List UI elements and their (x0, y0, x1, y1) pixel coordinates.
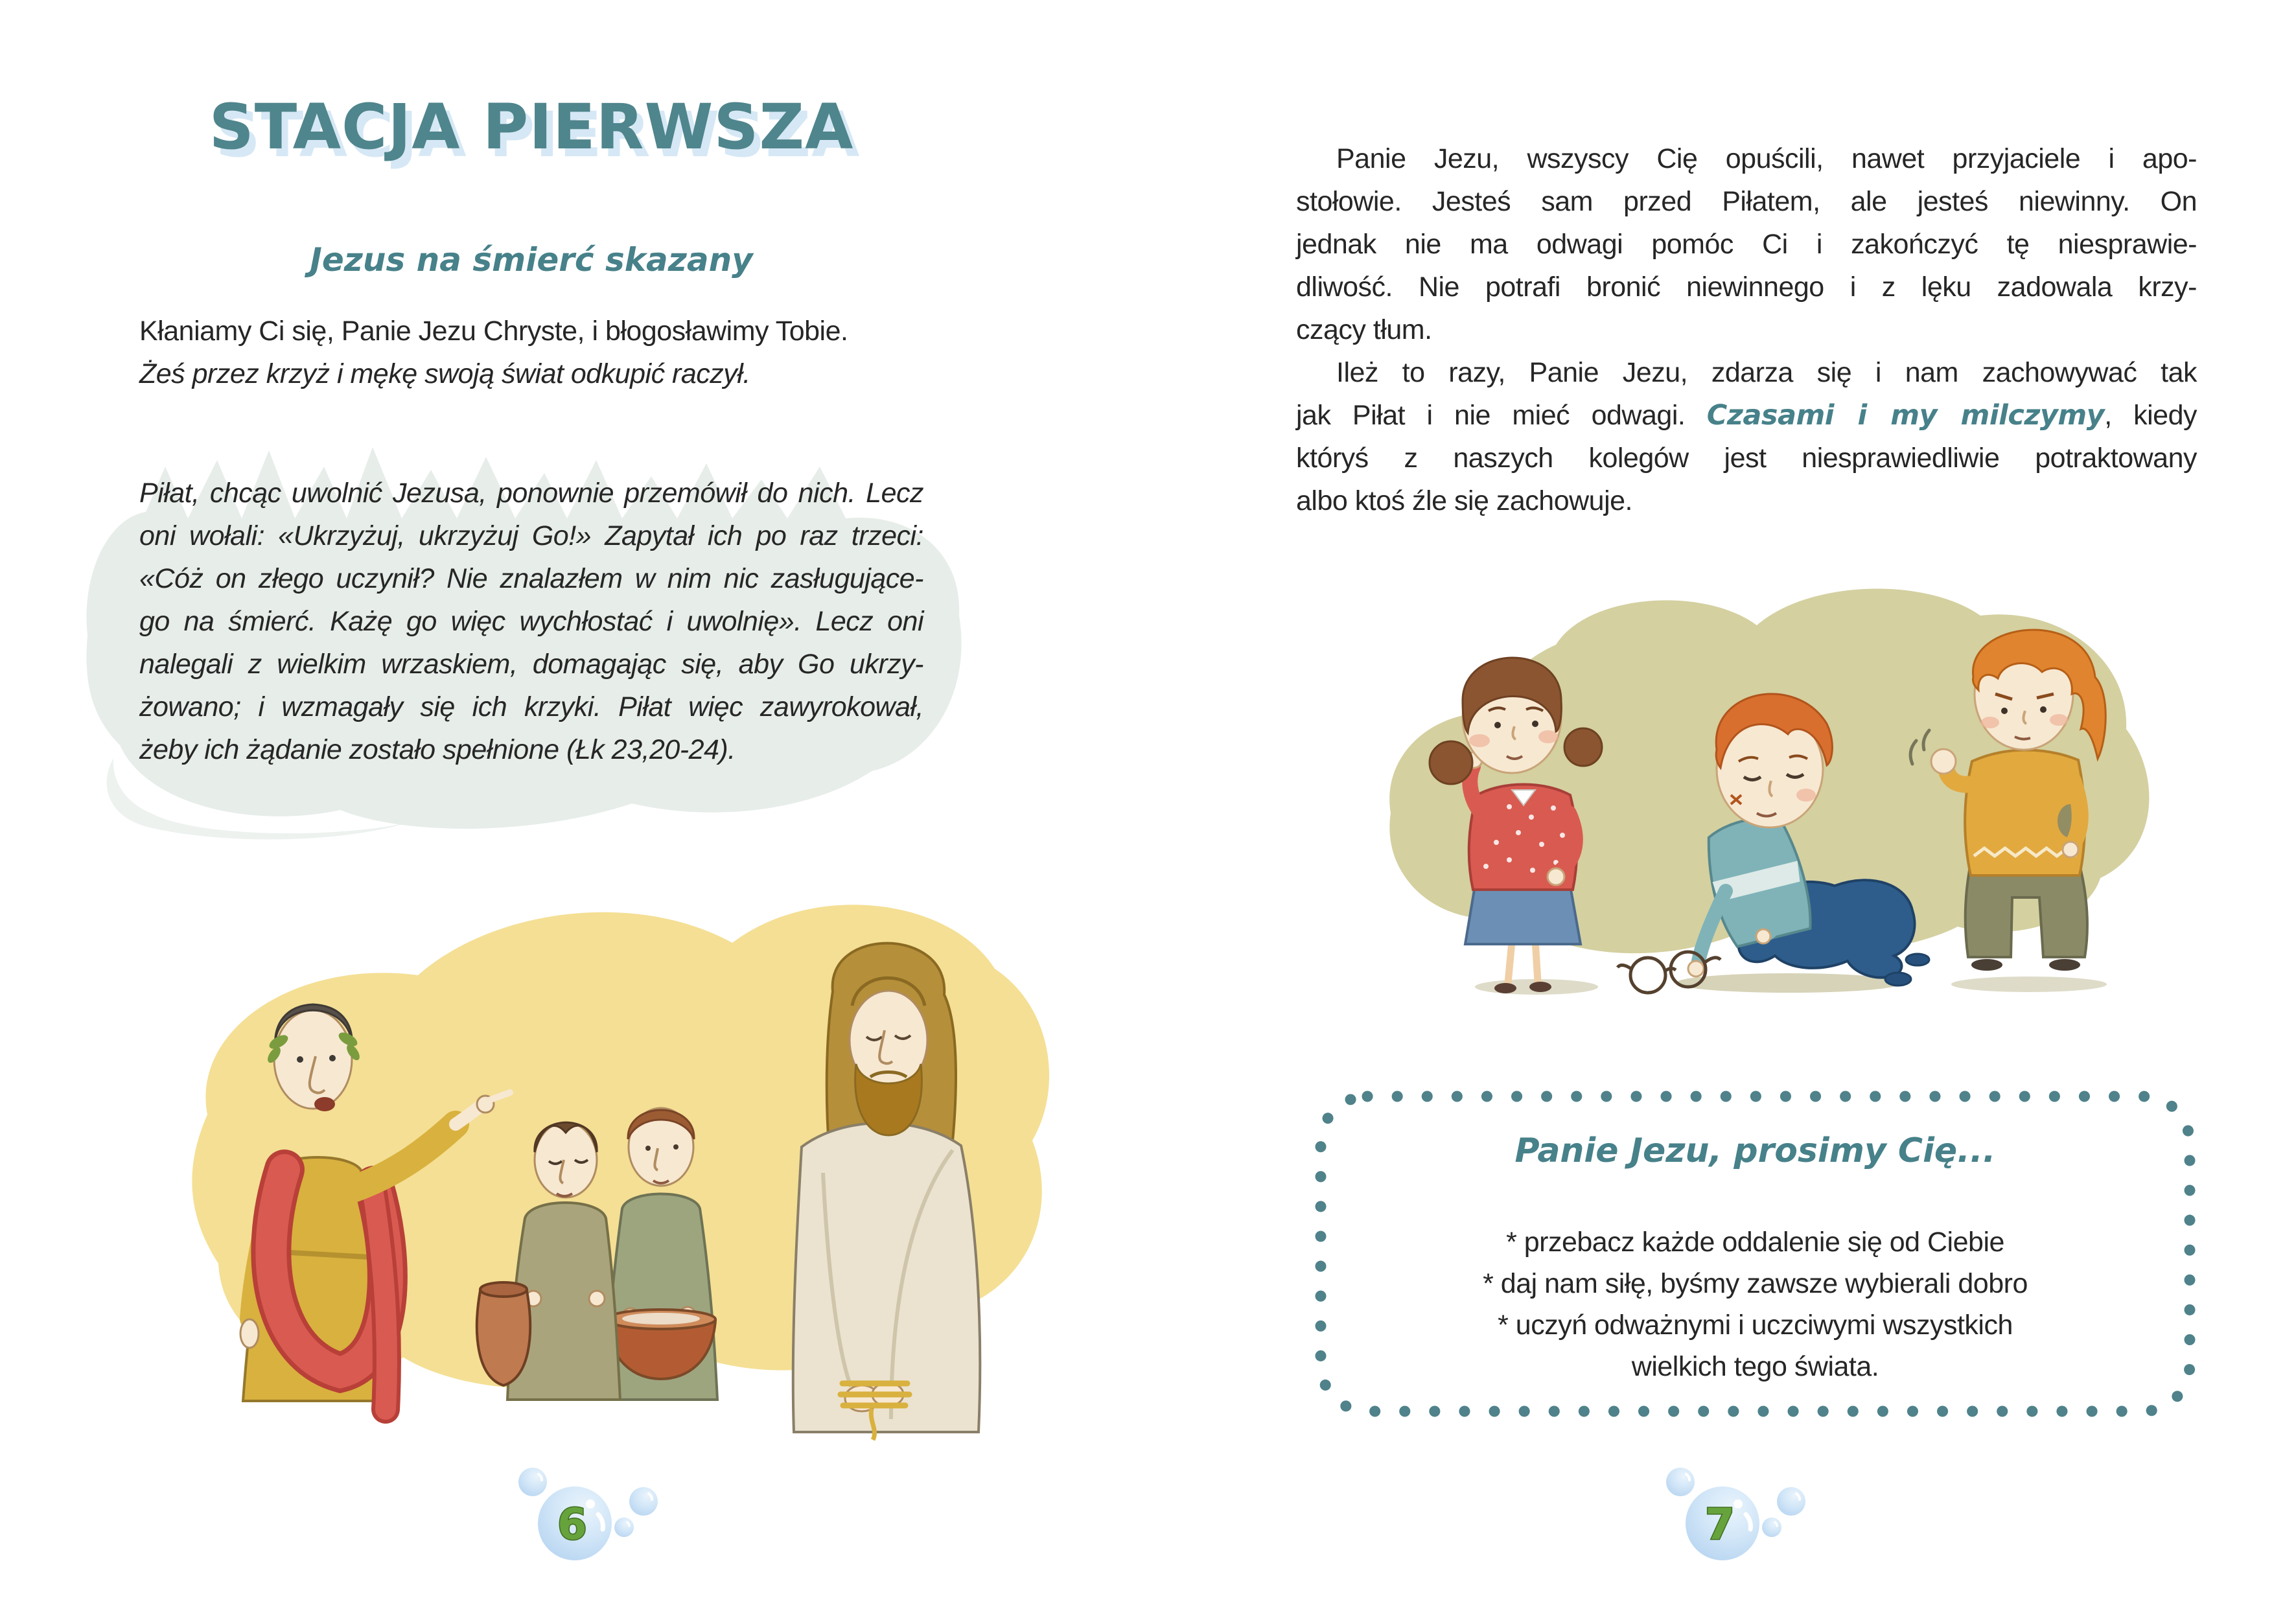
scripture-quote (139, 472, 923, 771)
scripture-line: go na śmierć. Każę go więc wychłostać i uwolnię». Lecz oni (139, 606, 923, 637)
station-title: STACJA PIERWSZA (209, 91, 854, 163)
hair-bun (1564, 728, 1602, 766)
petition-line: * uczyń odważnymi i uczciwymi wszystkich (1498, 1310, 2013, 1341)
invocation-line: Kłaniamy Ci się, Panie Jezu Chryste, i błogosławimy Tobie. (139, 316, 848, 347)
children-teasing-illustration (1342, 567, 2191, 995)
scripture-line: oni wołali: «Ukrzyżuj, ukrzyżuj Go!» Zapytał ich po raz trzeci: (139, 520, 923, 551)
right-page (1148, 0, 2296, 1607)
page-number: 6 (557, 1499, 587, 1549)
prayer-box (1313, 1089, 2197, 1419)
paragraph-line: Ileż to razy, Panie Jezu, zdarza się i nam zachowywać tak (1336, 357, 2197, 388)
petition-line: * daj nam siłę, byśmy zawsze wybierali dobro (1483, 1268, 2028, 1299)
scripture-line: «Cóż on złego uczynił? Nie znalazłem w nim nic zasługujące- (139, 563, 923, 594)
paragraph-line: stołowie. Jesteś sam przed Piłatem, ale jesteś niewinny. On (1296, 186, 2197, 217)
hair-bun (1430, 741, 1472, 784)
petition-line: * przebacz każde oddalenie się od Ciebie (1506, 1227, 2004, 1258)
prayer-box-petitions (1365, 1221, 2146, 1387)
station-subtitle: Jezus na śmierć skazany (310, 241, 753, 279)
page-number: 7 (1705, 1499, 1735, 1549)
petition-line: wielkich tego świata. (1631, 1351, 1879, 1382)
scripture-line: Piłat, chcąc uwolnić Jezusa, ponownie przemówił do nich. Lecz (139, 478, 923, 509)
paragraph-line: albo ktoś źle się zachowuje. (1296, 485, 1633, 516)
pilate-condemns-jesus-illustration (146, 836, 1060, 1451)
scripture-line: żeby ich żądanie zostało spełnione (Łk 23,20-24). (139, 734, 736, 765)
paragraph-line: jednak nie ma odwagi pomóc Ci i zakończyć tę niesprawie- (1296, 229, 2197, 260)
scripture-line: żowano; i wzmagały się ich krzyki. Piłat więc zawyrokował, (139, 691, 923, 723)
page-number-bubbles-left (496, 1455, 671, 1575)
invocation-line: Żeś przez krzyż i mękę swoją świat odkupić raczył. (139, 358, 750, 389)
invocation (139, 310, 923, 395)
paragraph-line: któryś z naszych kolegów jest niesprawiedliwie potraktowany (1296, 443, 2197, 474)
paragraph-line-segment: , kiedy (2104, 400, 2197, 431)
page-number-bubbles-right (1643, 1455, 1818, 1575)
paragraph-line: czący tłum. (1296, 314, 1432, 345)
highlight-phrase: Czasami i my milczymy (1706, 399, 2105, 432)
paragraph-line: Panie Jezu, wszyscy Cię opuścili, nawet przyjaciele i apo- (1336, 143, 2197, 174)
water-jug (477, 1291, 530, 1385)
open-mouth (314, 1097, 335, 1111)
paragraph-line-segment: jak Piłat i nie mieć odwagi. (1296, 400, 1707, 431)
scripture-line: nalegali z wielkim wrzaskiem, domagając się, aby Go ukrzy- (139, 649, 923, 680)
meditation-text (1296, 137, 2197, 522)
raised-fist (1931, 749, 1956, 774)
paragraph-line: dliwość. Nie potrafi bronić niewinnego i z lęku zadowala krzy- (1296, 272, 2197, 303)
prayer-box-title: Panie Jezu, prosimy Cię... (1514, 1131, 1996, 1170)
paragraph-line (1296, 394, 2197, 437)
